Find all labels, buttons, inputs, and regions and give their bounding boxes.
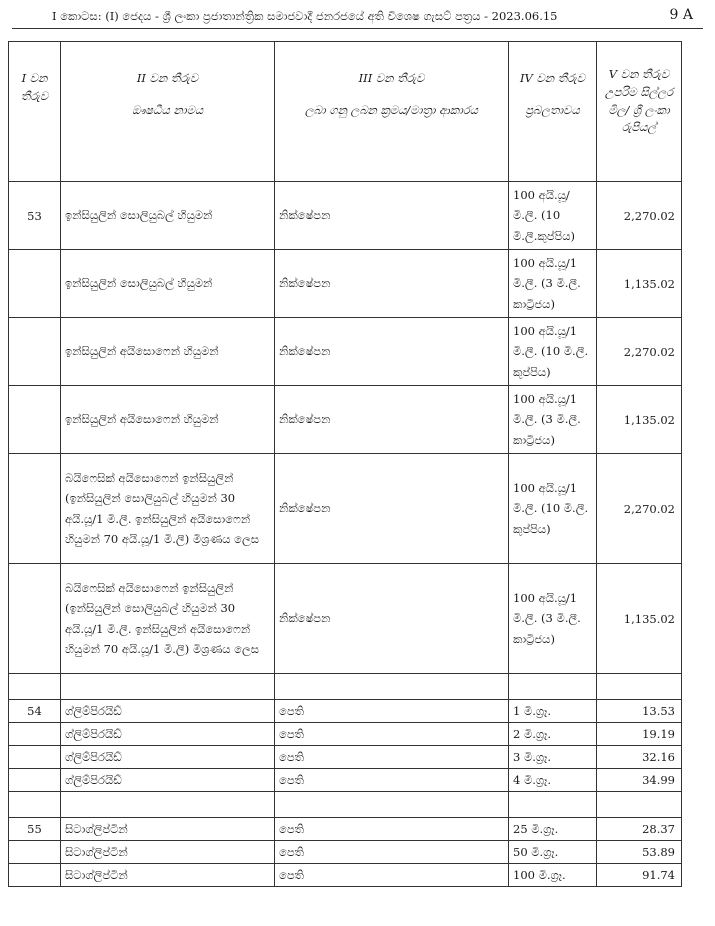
drug-name: බයිෆෙසික් අයිසොෆෙන් ඉන්සියුලින් (ඉන්සියුලින් සොලියුබල් හියුමන් 30 අයි.යූ/1 මි.ලී. ඉන්සියුලින් අයිසොෆෙන් හියුමන් 70 අයි.යූ/1 මි.ලී) මිශ්‍රණය ලෙස [61,454,275,564]
header-rule [12,28,703,29]
drug-name: ඉන්සියුලින් අයිසොෆෙන් හියුමන් [61,318,275,386]
strength: 100 අයි.යූ/1 මි.ලී. (10 මි.ලී. කුප්පිය) [509,454,597,564]
column-header-4-subtitle: ප්‍රබලතාවය [525,102,580,117]
max-retail-price: 13.53 [597,700,682,723]
max-retail-price: 1,135.02 [597,564,682,674]
dosage-form: පෙති [275,700,509,723]
column-header-5: V වන තීරුව උපරිම සිල්ලර මිල/ ශ්‍රී ලංකා රුපියල් [597,42,682,182]
row-number [9,864,61,887]
dosage-form: පෙති [275,769,509,792]
table-row [9,386,682,454]
row-number [9,386,61,454]
page-number: 9 A [669,7,693,23]
strength: 50 මි.ග්‍රෑ. [509,841,597,864]
row-number [9,564,61,674]
drug-name: ඉන්සියුලින් සොලියුබල් හියුමන් [61,182,275,250]
drug-price-table [8,41,682,887]
drug-name: ග්ලිම්පිරයිඩ් [61,723,275,746]
drug-name: සිටාග්ලිප්ටින් [61,841,275,864]
table-row [9,700,682,723]
column-header-3-subtitle: ලබා ගනු ලබන ක්‍රමය/මාත්‍රා ආකාරය [304,102,479,117]
max-retail-price: 2,270.02 [597,182,682,250]
column-header-3-title: III වන තීරුව [358,71,425,85]
max-retail-price: 19.19 [597,723,682,746]
row-number [9,318,61,386]
max-retail-price: 28.37 [597,818,682,841]
table-row [9,182,682,250]
page-header [0,0,715,30]
row-number [9,746,61,769]
max-retail-price: 2,270.02 [597,454,682,564]
strength: 25 මි.ග්‍රෑ. [509,818,597,841]
table-row [9,841,682,864]
table-row [9,564,682,674]
dosage-form: පෙති [275,841,509,864]
table-row [9,318,682,386]
strength: 100 අයි.යූ/1 මි.ලී. (3 මි.ලී. කාට්‍රිජය) [509,564,597,674]
table-row [9,723,682,746]
dosage-form: පෙති [275,818,509,841]
strength: 100 මි.ග්‍රෑ. [509,864,597,887]
strength: 3 මි.ග්‍රෑ. [509,746,597,769]
table-row [9,746,682,769]
max-retail-price: 1,135.02 [597,250,682,318]
row-number [9,723,61,746]
column-header-1: I වන තීරුව [9,42,61,182]
strength: 100 අයි.යූ/මි.ලී. (10 මි.ලී.කුප්පිය) [509,182,597,250]
max-retail-price: 32.16 [597,746,682,769]
table-row [9,818,682,841]
drug-name: බයිෆෙසික් අයිසොෆෙන් ඉන්සියුලින් (ඉන්සියුලින් සොලියුබල් හියුමන් 30 අයි.යූ/1 මි.ලී. ඉන්සියුලින් අයිසොෆෙන් හියුමන් 70 අයි.යූ/1 මි.ලී) මිශ්‍රණය ලෙස [61,564,275,674]
row-number [9,250,61,318]
strength: 1 මි.ග්‍රෑ. [509,700,597,723]
table-header-row [9,42,682,182]
drug-name: ග්ලිම්පිරයිඩ් [61,700,275,723]
max-retail-price: 91.74 [597,864,682,887]
drug-name: ඉන්සියුලින් අයිසොෆෙන් හියුමන් [61,386,275,454]
drug-name: ග්ලිම්පිරයිඩ් [61,769,275,792]
column-header-2 [61,42,275,182]
column-header-2-subtitle: ඖෂධීය නාමය [131,102,204,117]
column-header-2-title: II වන තීරුව [136,71,199,85]
dosage-form: පෙති [275,746,509,769]
column-header-4-title: IV වන තීරුව [520,71,585,85]
max-retail-price: 34.99 [597,769,682,792]
dosage-form: නික්ෂේපන [275,454,509,564]
drug-name: සිටාග්ලිප්ටින් [61,818,275,841]
blank-row [9,792,682,818]
table-row [9,454,682,564]
row-number: 55 [9,818,61,841]
strength: 2 මි.ග්‍රෑ. [509,723,597,746]
row-number [9,769,61,792]
dosage-form: නික්ෂේපන [275,182,509,250]
column-header-3 [275,42,509,182]
max-retail-price: 1,135.02 [597,386,682,454]
table-row [9,769,682,792]
strength: 100 අයි.යූ/1 මි.ලී. (10 මි.ලී. කුප්පිය) [509,318,597,386]
dosage-form: නික්ෂේපන [275,564,509,674]
max-retail-price: 2,270.02 [597,318,682,386]
table-row [9,864,682,887]
strength: 100 අයි.යූ/1 මි.ලී. (3 මි.ලී. කාට්‍රිජය) [509,250,597,318]
strength: 100 අයි.යූ/1 මි.ලී. (3 මි.ලී. කාට්‍රිජය) [509,386,597,454]
dosage-form: නික්ෂේපන [275,250,509,318]
drug-name: සිටාග්ලිප්ටින් [61,864,275,887]
table-row [9,250,682,318]
gazette-header-text: I කොටස: (I) ජෙදය - ශ්‍රී ලංකා ප්‍රජාතාන්ත්‍රික සමාජවාදී ජනරජයේ අති විශෙෂ ගැසට් පත්‍රය - 2023.06.15 [52,9,558,23]
drug-name: ග්ලිම්පිරයිඩ් [61,746,275,769]
row-number [9,454,61,564]
drug-name: ඉන්සියුලින් සොලියුබල් හියුමන් [61,250,275,318]
max-retail-price: 53.89 [597,841,682,864]
row-number: 54 [9,700,61,723]
strength: 4 මි.ග්‍රෑ. [509,769,597,792]
dosage-form: පෙති [275,864,509,887]
column-header-4 [509,42,597,182]
dosage-form: නික්ෂේපන [275,386,509,454]
dosage-form: නික්ෂේපන [275,318,509,386]
row-number [9,841,61,864]
row-number: 53 [9,182,61,250]
blank-row [9,674,682,700]
dosage-form: පෙති [275,723,509,746]
